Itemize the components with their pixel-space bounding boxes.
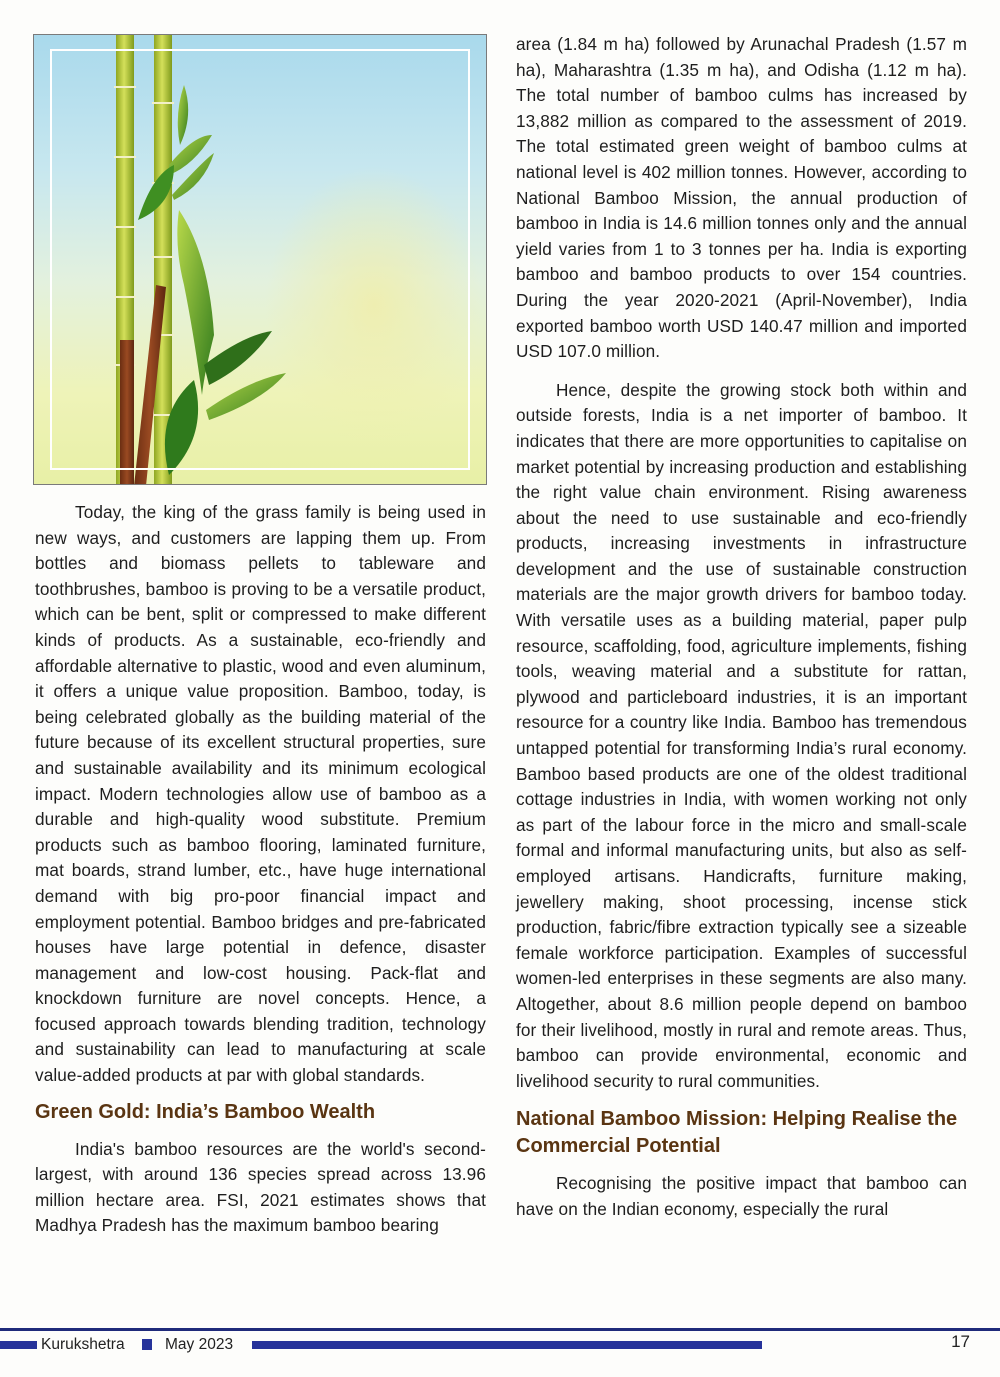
right-column — [516, 32, 967, 1223]
left-column — [35, 500, 486, 1239]
paragraph-bamboo-uses: Today, the king of the grass family is being used in new ways, and customers are lapping them up. From bottles and biomass pellets to tableware and toothbrushes, bamboo is proving to be a versatile product, which can be bent, split or compressed to make different kinds of products. As a sustainable, eco-friendly and affordable alternative to plastic, wood and even aluminum, it offers a unique value proposition. Bamboo, today, is being celebrated globally as the building material of the future because of its excellent structural properties, sure and sustainable availability and its minimum ecological impact. Modern technologies allow use of bamboo as a durable and high-quality wood substitute. Premium products such as bamboo flooring, laminated furniture, mat boards, strand lumber, etc., have huge international demand with big pro-poor financial impact and employment potential. Bamboo bridges and pre-fabricated houses have large potential in defence, disaster management and low-cost housing. Pack-flat and knockdown furniture are novel concepts. Hence, a focused approach towards blending tradition, technology and sustainability can lead to manufacturing at scale value-added products at par with global standards. — [35, 502, 486, 1086]
figure-frame — [50, 49, 470, 470]
footer-rule — [0, 1328, 1000, 1331]
footer-bar-right — [252, 1341, 762, 1349]
paragraph-bamboo-resources: India's bamboo resources are the world's second-largest, with around 136 species spread across 13.96 million hectare area. FSI, 2021 estimates shows that Madhya Pradesh has the maximum bamboo bearing — [35, 1138, 486, 1236]
heading-green-gold: Green Gold: India’s Bamboo Wealth — [35, 1100, 376, 1123]
magazine-name: Kurukshetra — [41, 1336, 125, 1353]
page-number: 17 — [951, 1332, 970, 1351]
page-footer — [0, 1334, 1000, 1356]
paragraph-recognising-impact: Recognising the positive impact that bamboo can have on the Indian economy, especially the rural — [516, 1173, 967, 1219]
paragraph-bamboo-statistics: area (1.84 m ha) followed by Arunachal Pradesh (1.57 m ha), Maharashtra (1.35 m ha), and Odisha (1.12 m ha). The total number of bamboo culms has increased by 13,882 million as compared to the assessment of 2019. The total estimated green weight of bamboo culms at national level is 402 million tonnes. However, according to National Bamboo Mission, the annual production of bamboo in India is 14.6 million tonnes only and the annual yield varies from 1 to 3 tonnes per ha. India is exporting bamboo and bamboo products to over 154 countries. During the year 2020-2021 (April-November), India exported bamboo worth USD 140.47 million and imported USD 107.0 million. — [516, 34, 967, 362]
footer-bar-left — [0, 1341, 37, 1349]
footer-square-icon — [142, 1339, 152, 1350]
issue-date: May 2023 — [165, 1336, 234, 1353]
bamboo-illustration — [33, 34, 487, 485]
paragraph-net-importer: Hence, despite the growing stock both within and outside forests, India is a net importer of bamboo. It indicates that there are more opportunities to capitalise on market potential by increasing production and establishing the right value chain environment. Rising awareness about the need to use sustainable and eco-friendly products, increasing investments in infrastructure development and the use of sustainable construction materials are the major growth drivers for bamboo today. With versatile uses as a building material, paper pulp resource, scaffolding, food, agriculture implements, fishing tools, weaving material and a substitute for rattan, plywood and particleboard industries, it is an important resource for a country like India. Bamboo has tremendous untapped potential for transforming India’s rural economy. Bamboo based products are one of the oldest traditional cottage industries in India, with women working not only as part of the labour force in the micro and small-scale formal and informal manufacturing units, but also as self-employed artisans. Handicrafts, furniture making, jewellery making, shoot processing, incense stick production, fabric/fibre extraction typically see a sizeable female workforce participation. Examples of successful women-led enterprises in these segments are also many. Altogether, about 8.6 million people depend on bamboo for their livelihood, mostly in rural and remote areas. Thus, bamboo can provide environmental, economic and livelihood security to rural communities. — [516, 379, 967, 1091]
heading-national-bamboo-mission: National Bamboo Mission: Helping Realise the Commercial Potential — [516, 1108, 958, 1158]
